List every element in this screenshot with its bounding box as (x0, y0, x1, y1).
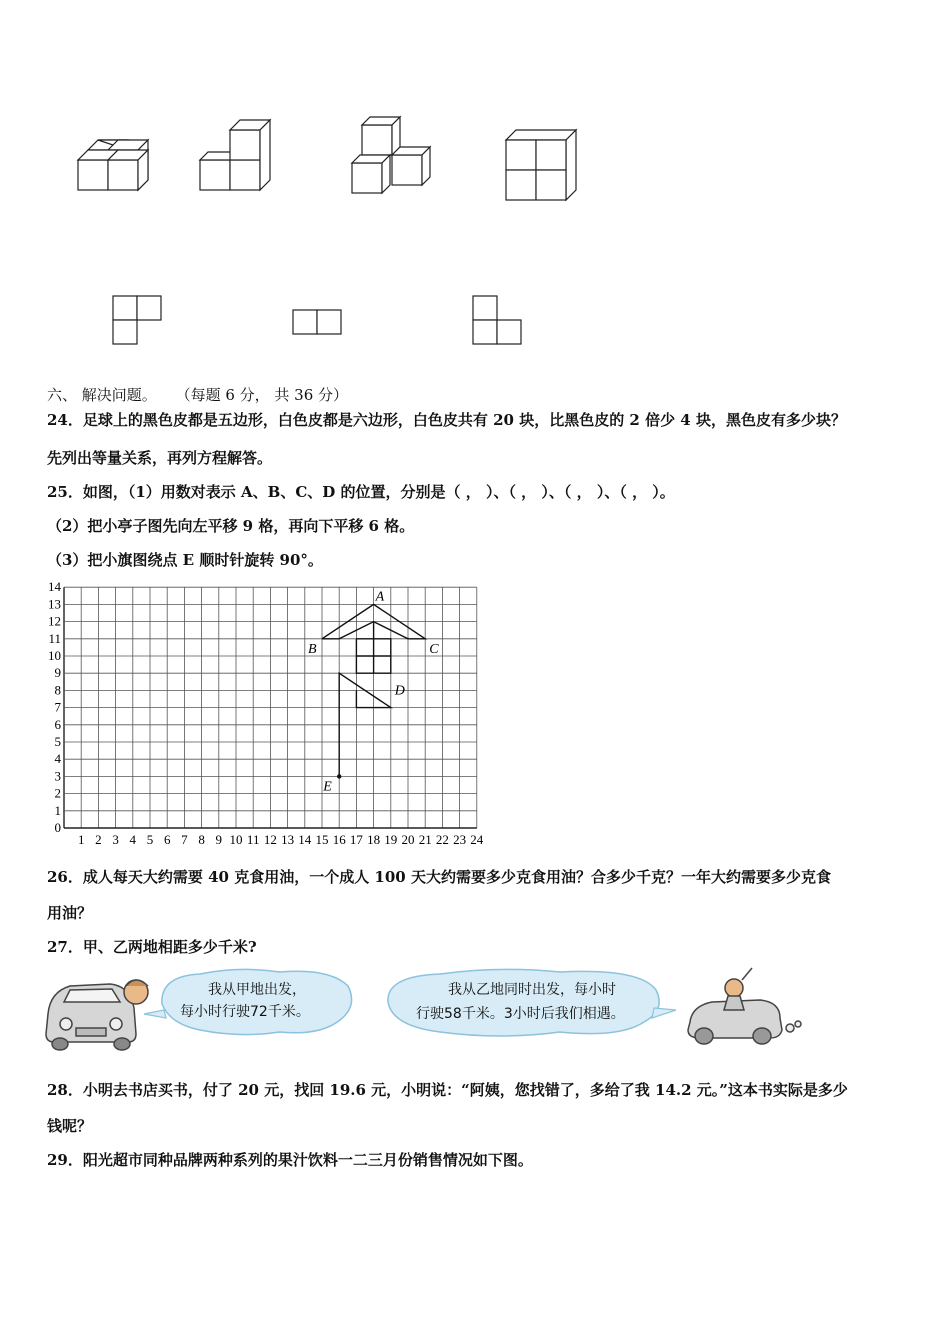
point-label-A: A (375, 589, 385, 605)
x-tick-label: 22 (435, 832, 449, 847)
cube-figure-4 (506, 130, 576, 200)
x-tick-label: 23 (453, 832, 467, 847)
point-label-C: C (429, 641, 439, 657)
y-tick-label: 8 (54, 682, 61, 698)
bubble-left-line-1: 我从甲地出发， (208, 982, 306, 998)
view-shape-3 (473, 296, 521, 344)
q24-line-1: 24．足球上的黑色皮都是五边形，白色皮都是六边形，白色皮共有 20 块，比黑色皮的 2 倍少 4 块，黑色皮有多少块？ (47, 411, 846, 429)
q25-line-3: （3）把小旗图绕点 E 顺时针旋转 90°。 (47, 551, 323, 569)
x-tick-label: 1 (77, 832, 85, 847)
y-tick-label: 7 (54, 699, 61, 715)
view-shape-2 (293, 310, 341, 334)
x-tick-label: 18 (367, 832, 381, 847)
x-tick-label: 3 (112, 832, 119, 847)
section-heading (47, 385, 348, 405)
y-tick-label: 13 (48, 596, 61, 612)
q25-line-1: 25．如图，（1）用数对表示 A、B、C、D 的位置，分别是（ ， ）、（ ， ）、（ ， ）、（ ， ）。 (47, 483, 675, 501)
point-label-E: E (323, 779, 332, 795)
speech-bubble-right (388, 969, 676, 1036)
x-tick-label: 11 (246, 832, 260, 847)
x-tick-label: 24 (470, 832, 484, 847)
q28-line-2: 钱呢？ (47, 1117, 93, 1135)
x-tick-label: 16 (332, 832, 346, 847)
x-tick-label: 15 (315, 832, 329, 847)
point-label-B: B (308, 641, 317, 657)
q26-line-1: 26．成人每天大约需要 40 克食用油，一个成人 100 天大约需要多少克食用油？合多少千克？一年大约需要多少克食 (47, 868, 831, 886)
x-tick-label: 9 (215, 832, 223, 847)
section-note: （每题 6 分， 共 36 分） (175, 386, 349, 404)
q25-line-2: （2）把小亭子图先向左平移 9 格，再向下平移 6 格。 (47, 517, 415, 535)
q29-line-1: 29．阳光超市同种品牌两种系列的果汁饮料一二三月份销售情况如下图。 (47, 1151, 533, 1169)
x-tick-label: 8 (198, 832, 205, 847)
point-label-D: D (394, 683, 405, 699)
x-tick-label: 19 (384, 832, 398, 847)
x-tick-label: 12 (263, 832, 277, 847)
y-tick-label: 1 (54, 802, 61, 818)
bubble-right-line-1: 我从乙地同时出发，每小时 (448, 982, 616, 998)
y-tick-label: 0 (54, 820, 61, 835)
x-tick-label: 20 (401, 832, 415, 847)
q26-line-2: 用油？ (47, 904, 93, 922)
cube-figures (60, 105, 600, 215)
x-tick-label: 14 (298, 832, 312, 847)
cube-figure-3 (352, 117, 430, 193)
car-left-icon (46, 980, 148, 1050)
y-tick-label: 12 (48, 613, 61, 629)
q28-line-1: 28．小明去书店买书，付了 20 元，找回 19.6 元，小明说：“阿姨，您找错了，多给了我 14.2 元。”这本书实际是多少 (47, 1081, 848, 1099)
q24-line-2: 先列出等量关系，再列方程解答。 (47, 449, 273, 467)
y-tick-label: 2 (54, 785, 61, 801)
x-tick-label: 4 (129, 832, 137, 847)
x-tick-label: 5 (146, 832, 154, 847)
q27-illustration (40, 962, 810, 1058)
view-shape-1 (113, 296, 161, 344)
speech-bubble-left (144, 969, 352, 1034)
car-right-icon (688, 968, 801, 1044)
cube-figure-2 (200, 120, 270, 190)
y-tick-label: 10 (48, 648, 61, 663)
x-tick-label: 2 (95, 832, 102, 847)
y-tick-label: 5 (54, 734, 61, 749)
x-tick-label: 17 (349, 832, 363, 847)
view-shapes (105, 290, 535, 350)
y-tick-label: 6 (54, 716, 61, 732)
x-tick-label: 7 (181, 832, 188, 847)
x-tick-label: 13 (281, 832, 295, 847)
x-tick-label: 6 (163, 832, 171, 847)
coordinate-grid (40, 580, 490, 850)
bubble-right-line-2: 行驶58千米。3小时后我们相遇。 (416, 1006, 625, 1022)
x-tick-label: 10 (229, 832, 243, 847)
y-tick-label: 3 (54, 768, 61, 784)
q27-line-1: 27．甲、乙两地相距多少千米? (47, 938, 257, 956)
x-tick-label: 21 (418, 832, 432, 847)
y-tick-label: 4 (54, 751, 61, 767)
section-title: 六、 解决问题。 (47, 386, 157, 404)
point-E-dot (337, 774, 341, 778)
y-tick-label: 14 (48, 580, 61, 595)
cube-figure-1 (78, 140, 148, 190)
bubble-left-line-2: 每小时行驶72千米。 (180, 1004, 310, 1020)
y-tick-label: 9 (54, 665, 61, 681)
y-tick-label: 11 (48, 630, 61, 646)
